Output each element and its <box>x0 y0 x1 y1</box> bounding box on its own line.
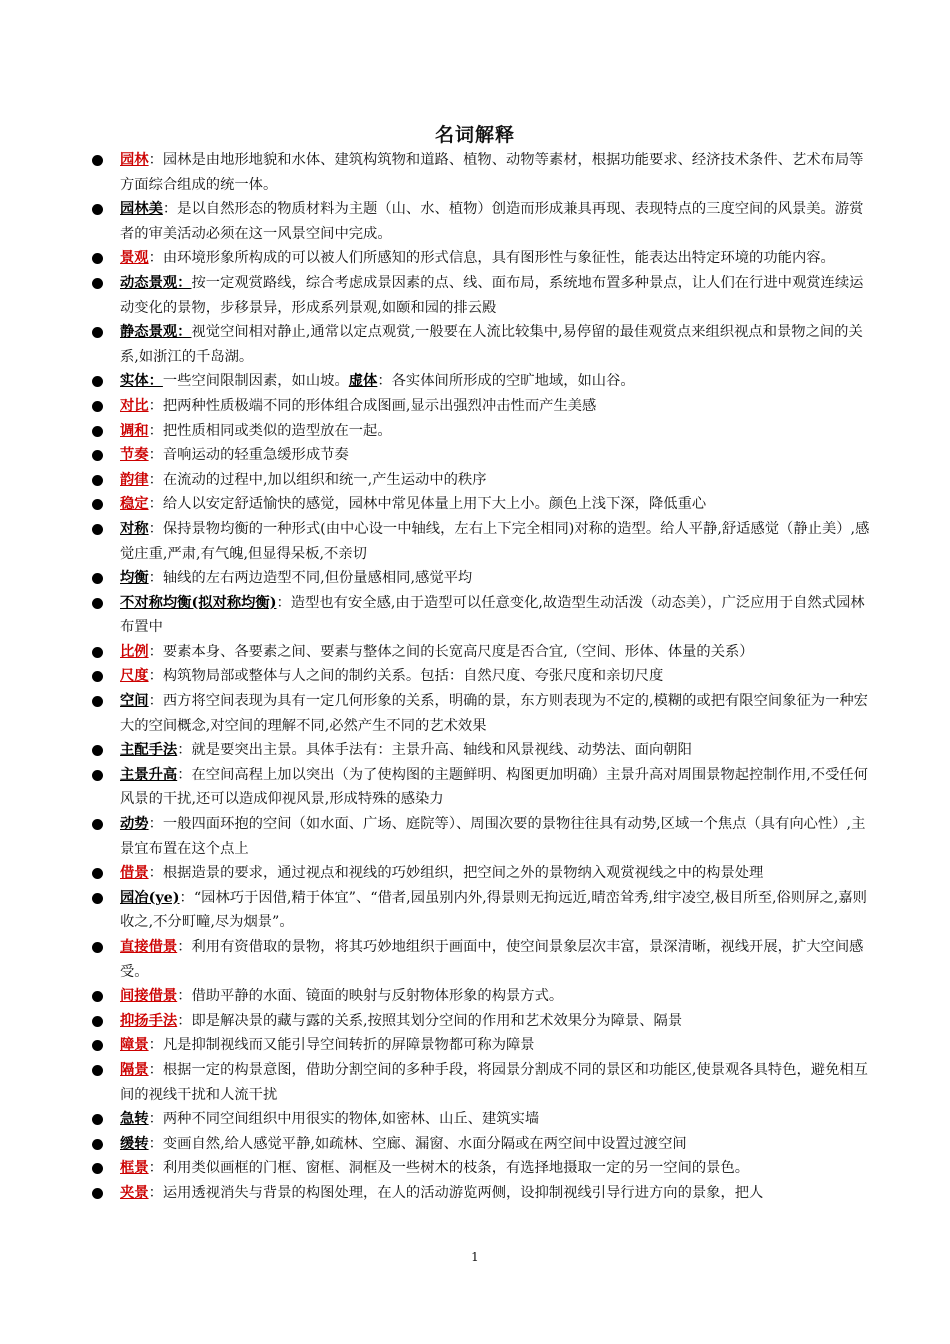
glossary-term: 框景 <box>120 1160 149 1177</box>
glossary-item <box>90 566 870 591</box>
glossary-item <box>90 246 870 271</box>
bullet-icon <box>92 745 103 756</box>
glossary-item <box>90 320 870 369</box>
glossary-term: 虚体 <box>348 373 378 390</box>
glossary-term: 主景升高 <box>120 766 178 783</box>
bullet-icon <box>92 401 103 412</box>
glossary-definition: ：借助平静的水面、镜面的映射与反射物体形象的构景方式。 <box>177 988 564 1005</box>
glossary-term: 园林 <box>120 152 149 168</box>
glossary-definition: ：要素本身、各要素之间、要素与整体之间的长宽高尺度是否合宜,（空间、形体、体量的关系） <box>148 643 754 660</box>
glossary-term: 静态景观： <box>120 324 192 341</box>
glossary-item <box>90 1107 870 1132</box>
glossary-term: 夹景 <box>120 1184 149 1201</box>
glossary-item <box>90 1132 870 1157</box>
bullet-icon <box>92 475 103 486</box>
glossary-definition: ：两种不同空间组织中用很实的物体,如密林、山丘、建筑实墙 <box>148 1111 540 1128</box>
glossary-term: 比例 <box>120 643 149 660</box>
glossary-definition: ：音响运动的轻重急缓形成节奏 <box>148 447 349 464</box>
glossary-term: 尺度 <box>120 668 149 685</box>
glossary-item <box>90 984 870 1009</box>
glossary-definition: 一些空间限制因素，如山坡。 <box>162 373 349 390</box>
glossary-term: 急转 <box>120 1111 149 1128</box>
bullet-icon <box>92 1016 103 1027</box>
glossary-item <box>90 271 870 320</box>
glossary-definition: ：把性质相同或类似的造型放在一起。 <box>148 422 392 439</box>
glossary-term: 直接借景 <box>120 939 178 955</box>
page-number: 1 <box>471 1250 479 1264</box>
bullet-icon <box>92 991 103 1002</box>
glossary-item <box>90 197 870 246</box>
page-title: 名词解释 <box>434 124 515 146</box>
glossary-term: 实体： <box>120 373 163 390</box>
glossary-term: 对称 <box>120 520 149 537</box>
glossary-term: 园冶(ye) <box>120 889 180 906</box>
bullet-icon <box>92 450 103 461</box>
glossary-term: 主配手法 <box>120 742 178 759</box>
glossary-term: 稳定 <box>120 496 149 513</box>
bullet-icon <box>92 1114 103 1125</box>
glossary-definition: ：把两种性质极端不同的形体组合成图画,显示出强烈冲击性而产生美感 <box>148 397 597 414</box>
glossary-definition: ：变画自然,给人感觉平静,如疏林、空廊、漏窗、水面分隔或在两空间中设置过渡空间 <box>148 1135 687 1152</box>
bullet-icon <box>92 819 103 830</box>
glossary-item <box>90 369 870 394</box>
glossary-definition: ：是以自然形态的物质材料为主题（山、水、植物）创造而形成兼具再现、表现特点的三度空间的风景美。游赏者的审美活动必须在这一风景空间中完成。 <box>120 201 864 242</box>
glossary-definition: ：运用透视消失与背景的构图处理，在人的活动游览两侧，设抑制视线引导行进方向的景象，把人 <box>148 1184 764 1201</box>
glossary-item <box>90 148 870 197</box>
glossary-term: 间接借景 <box>120 988 178 1005</box>
glossary-term: 园林美 <box>120 201 163 218</box>
glossary-item <box>90 394 870 419</box>
glossary-item <box>90 664 870 689</box>
bullet-icon <box>92 499 103 510</box>
bullet-icon <box>92 524 103 535</box>
glossary-item <box>90 886 870 935</box>
glossary-term: 对比 <box>120 397 149 414</box>
glossary-definition: ：利用类似画框的门框、窗框、洞框及一些树木的枝条，有选择地摄取一定的另一空间的景色。 <box>148 1160 750 1177</box>
bullet-icon <box>92 573 103 584</box>
glossary-definition: ：“园林巧于因借,精于体宜”、“借者,园虽别内外,得景则无拘远近,晴峦耸秀,绀宇凌空,极目所至,俗则屏之,嘉则收之,不分町疃,尽为烟景”。 <box>120 889 867 931</box>
glossary-item <box>90 419 870 444</box>
bullet-icon <box>92 1040 103 1051</box>
glossary-item <box>90 738 870 763</box>
glossary-term: 不对称均衡(拟对称均衡) <box>120 594 277 611</box>
glossary-item <box>90 640 870 665</box>
bullet-icon <box>92 868 103 879</box>
glossary-item <box>90 935 870 984</box>
glossary-definition: ：造型也有安全感,由于造型可以任意变化,故造型生动活泼（动态美），广泛应用于自然式园林布置中 <box>120 594 865 636</box>
glossary-term: 动势 <box>120 816 149 833</box>
bullet-icon <box>92 204 103 215</box>
glossary-definition: ：由环境形象所构成的可以被人们所感知的形式信息，具有图形性与象征性，能表达出特定环境的功能内容。 <box>148 250 835 267</box>
glossary-definition: ：一般四面环抱的空间（如水面、广场、庭院等）、周围次要的景物往往具有动势,区域一个焦点（具有向心性）,主景宜布置在这个点上 <box>120 816 866 857</box>
bullet-icon <box>92 376 103 387</box>
bullet-icon <box>92 671 103 682</box>
glossary-item <box>90 763 870 812</box>
glossary-definition: ：在空间高程上加以突出（为了使构图的主题鲜明、构图更加明确）主景升高对周围景物起控制作用,不受任何风景的干扰,还可以造成仰视风景,形成特殊的感染力 <box>120 766 868 808</box>
glossary-item <box>90 1156 870 1181</box>
glossary-item <box>90 468 870 493</box>
glossary-term: 缓转 <box>120 1135 149 1152</box>
glossary-item <box>90 591 870 640</box>
bullet-icon <box>92 278 103 289</box>
bullet-icon <box>92 1188 103 1199</box>
glossary-definition: ：根据造景的要求，通过视点和视线的巧妙组织，把空间之外的景物纳入观赏视线之中的构景处理 <box>148 865 764 882</box>
glossary-definition: ：轴线的左右两边造型不同,但份量感相同,感觉平均 <box>148 570 473 587</box>
glossary-item <box>90 812 870 861</box>
glossary-term: 借景 <box>120 865 149 882</box>
glossary-item <box>90 1009 870 1034</box>
bullet-icon <box>92 942 103 953</box>
glossary-term: 空间 <box>120 693 149 710</box>
glossary-definition: ：西方将空间表现为具有一定几何形象的关系，明确的景，东方则表现为不定的,模糊的或把有限空间象征为一种宏大的空间概念,对空间的理解不同,必然产生不同的艺术效果 <box>120 693 868 734</box>
glossary-definition: ：保持景物均衡的一种形式(由中心设一中轴线，左右上下完全相同)对称的造型。给人平静,舒适感觉（静止美）,感觉庄重,严肃,有气魄,但显得呆板,不亲切 <box>120 520 870 562</box>
bullet-icon <box>92 696 103 707</box>
bullet-icon <box>92 253 103 264</box>
glossary-item <box>90 689 870 738</box>
bullet-icon <box>92 155 103 166</box>
bullet-icon <box>92 1163 103 1174</box>
glossary-item <box>90 443 870 468</box>
glossary-definition: ：在流动的过程中,加以组织和统一,产生运动中的秩序 <box>148 471 487 488</box>
glossary-item <box>90 1181 870 1206</box>
glossary-definition: ：根据一定的构景意图，借助分割空间的多种手段，将园景分割成不同的景区和功能区,使景观各具特色，避免相互间的视线干扰和人流干扰 <box>120 1061 868 1103</box>
glossary-term: 韵律 <box>120 471 149 488</box>
glossary-term: 节奏 <box>120 447 149 464</box>
glossary-list <box>90 148 870 1206</box>
bullet-icon <box>92 426 103 437</box>
bullet-icon <box>92 327 103 338</box>
bullet-icon <box>92 598 103 609</box>
glossary-definition: ：各实体间所形成的空旷地域，如山谷。 <box>377 373 635 390</box>
glossary-definition: ：凡是抑制视线而又能引导空间转折的屏障景物都可称为障景 <box>148 1037 535 1054</box>
glossary-item <box>90 517 870 566</box>
glossary-definition: ：给人以安定舒适愉快的感觉，园林中常见体量上用下大上小。颜色上浅下深，降低重心 <box>148 496 707 513</box>
glossary-definition: 视觉空间相对静止,通常以定点观赏,一般要在人流比较集中,易停留的最佳观赏点来组织视点和景物之间的关系,如浙江的千岛湖。 <box>120 324 863 365</box>
glossary-definition: ：就是要突出主景。具体手法有：主景升高、轴线和风景视线、动势法、面向朝阳 <box>177 742 692 759</box>
glossary-term: 抑扬手法 <box>120 1012 178 1029</box>
glossary-term: 隔景 <box>120 1061 149 1078</box>
bullet-icon <box>92 647 103 658</box>
glossary-definition: ：园林是由地形地貌和水体、建筑构筑物和道路、植物、动物等素材，根据功能要求、经济技术条件、艺术布局等方面综合组成的统一体。 <box>120 152 864 193</box>
glossary-term: 景观 <box>120 250 149 267</box>
glossary-definition: ：构筑物局部或整体与人之间的制约关系。包括：自然尺度、夸张尺度和亲切尺度 <box>148 668 664 685</box>
glossary-term: 均衡 <box>120 570 149 587</box>
glossary-definition: 按一定观赏路线，综合考虑成景因素的点、线、面布局，系统地布置多种景点，让人们在行进中观赏连续运动变化的景物，步移景异，形成系列景观,如颐和园的排云殿 <box>120 274 864 316</box>
bullet-icon <box>92 770 103 781</box>
glossary-definition: ：利用有资借取的景物，将其巧妙地组织于画面中，使空间景象层次丰富，景深清晰，视线开展，扩大空间感受。 <box>120 939 864 980</box>
glossary-item <box>90 1058 870 1107</box>
glossary-definition: ：即是解决景的藏与露的关系,按照其划分空间的作用和艺术效果分为障景、隔景 <box>177 1012 683 1029</box>
glossary-term: 障景 <box>120 1037 149 1054</box>
glossary-term: 动态景观： <box>120 274 192 291</box>
bullet-icon <box>92 893 103 904</box>
bullet-icon <box>92 1139 103 1150</box>
glossary-term: 调和 <box>120 422 149 439</box>
glossary-item <box>90 1033 870 1058</box>
glossary-item <box>90 492 870 517</box>
bullet-icon <box>92 1065 103 1076</box>
glossary-item <box>90 861 870 886</box>
